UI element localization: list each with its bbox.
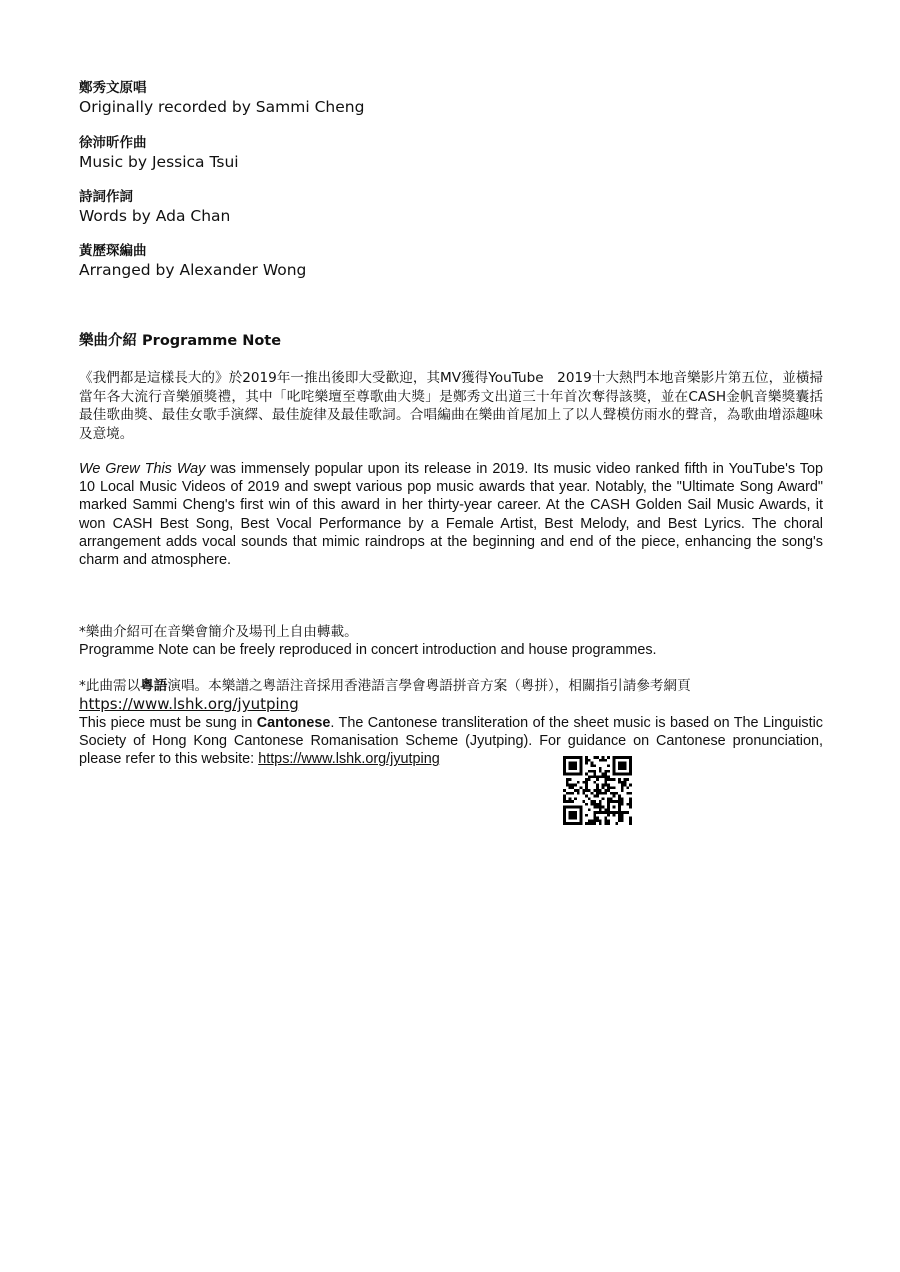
programme-note-en-body: was immensely popular upon its release in 2019. Its music video ranked fifth in YouTube's Top 10 Local Music Videos of 2019 and swept various pop music awards that year. Notably, the "Ultimate Song Award" marked Sammi Cheng's first win of this award in her thirty-year career. At the CASH Golden Sail Music Awards, it won CASH Best Song, Best Vocal Performance by a Female Artist, Best Melody, and Best Lyrics. The choral arrangement adds vocal sounds that mimic raindrops at the beginning and end of the piece, enhancing the song's charm and atmosphere.	[79, 461, 823, 569]
credit-zh: 鄭秀文原唱	[79, 80, 147, 96]
credit-composer	[79, 135, 779, 172]
reproduction-note-en: Programme Note can be freely reproduced in concert introduction and house programmes.	[79, 642, 657, 658]
credit-original-artist	[79, 80, 779, 117]
credit-arranger	[79, 243, 779, 280]
credit-zh: 黃歷琛編曲	[79, 243, 147, 259]
cantonese-note-en	[79, 714, 823, 769]
credit-en: Arranged by Alexander Wong	[79, 261, 307, 279]
credit-en: Music by Jessica Tsui	[79, 153, 239, 171]
credit-zh: 詩詞作詞	[79, 189, 133, 205]
credit-zh: 徐沛昕作曲	[79, 135, 147, 151]
programme-note-heading: 樂曲介紹 Programme Note	[79, 333, 282, 349]
song-title: We Grew This Way	[79, 461, 206, 477]
cantonese-zh-bold: 粵語	[140, 678, 168, 694]
credit-en: Words by Ada Chan	[79, 207, 231, 225]
cantonese-note-zh	[79, 677, 823, 695]
jyutping-link-en[interactable]: https://www.lshk.org/jyutping	[258, 751, 440, 768]
reproduction-footnote	[79, 623, 823, 659]
credit-en: Originally recorded by Sammi Cheng	[79, 98, 365, 116]
cantonese-zh-text: *此曲需以	[79, 678, 141, 694]
reproduction-note-zh: *樂曲介紹可在音樂會簡介及場刊上自由轉載。	[79, 624, 358, 640]
cantonese-zh-text-after: 演唱。本樂譜之粵語注音採用香港語言學會粵語拼音方案（粵拼），相關指引請參考網頁	[167, 678, 691, 694]
qr-code-icon[interactable]	[563, 756, 632, 825]
programme-note-zh: 《我們都是這樣長大的》於2019年一推出後即大受歡迎，其MV獲得YouTube 2019十大熱門本地音樂影片第五位，並橫掃當年各大流行音樂頒獎禮，其中「叱咤樂壇至尊歌曲大獎」是鄭秀文出道三十年首次奪得該獎，並在CASH金帆音樂獎囊括最佳歌曲獎、最佳女歌手演繹、最佳旋律及最佳歌詞。合唱編曲在樂曲首尾加上了以人聲模仿雨水的聲音，為歌曲增添趣味及意境。	[79, 370, 823, 442]
cantonese-en-text-after: . The Cantonese transliteration of the sheet music is based on The Linguistic Society of Hong Kong Cantonese Romanisation Scheme (Jyutping). For guidance on Cantonese pronunciation, please refer to this website:	[79, 715, 823, 768]
credit-lyricist	[79, 189, 779, 226]
jyutping-link-zh[interactable]: https://www.lshk.org/jyutping	[79, 695, 299, 713]
programme-note-en	[79, 460, 823, 569]
cantonese-en-bold: Cantonese	[256, 715, 331, 731]
cantonese-footnote	[79, 677, 823, 769]
cantonese-en-text: This piece must be sung in	[79, 715, 257, 731]
